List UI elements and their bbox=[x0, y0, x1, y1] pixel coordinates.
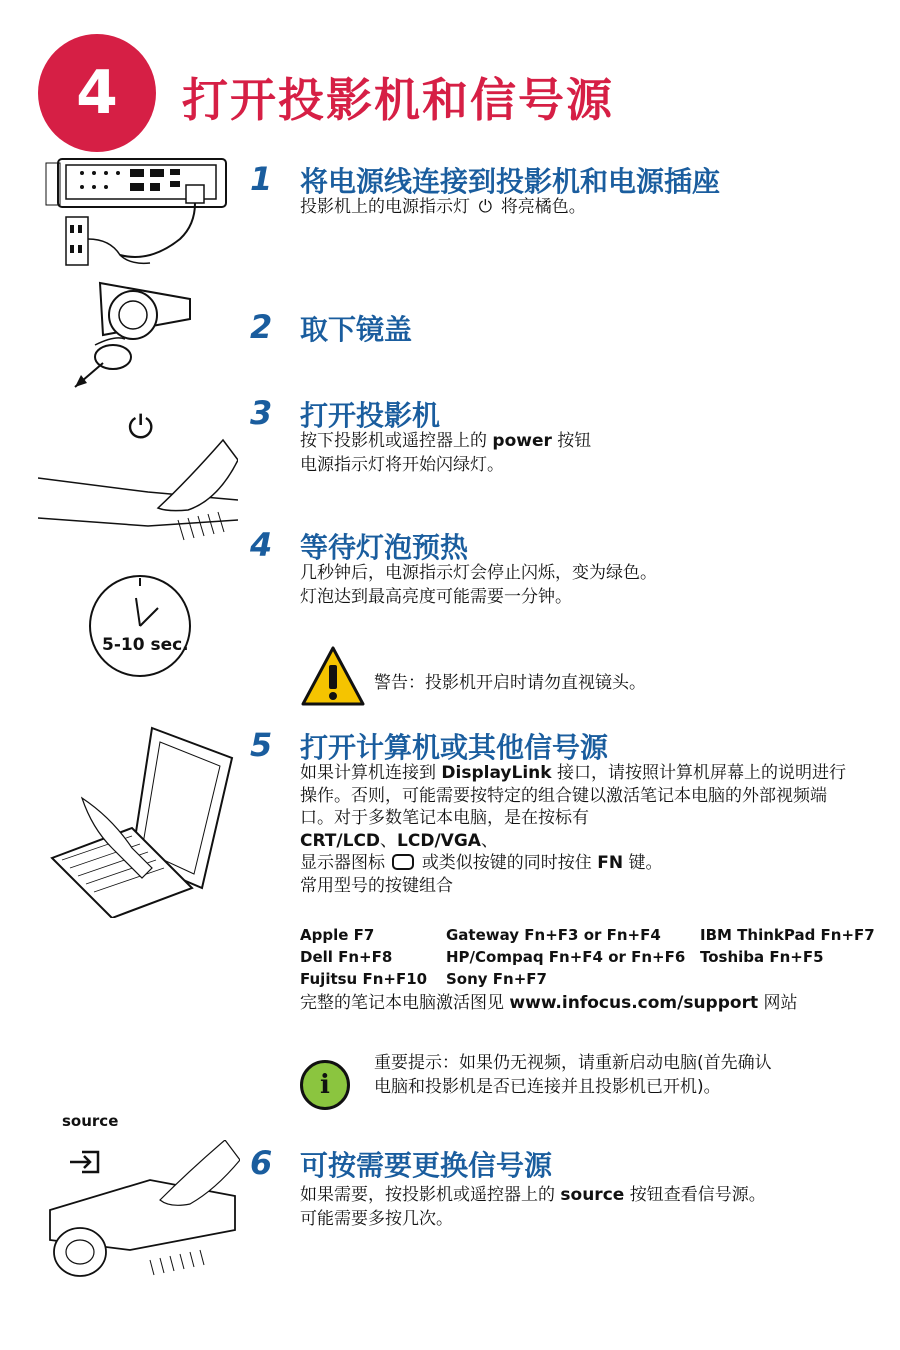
key-combo: Dell Fn+F8 bbox=[300, 948, 393, 966]
text-segment: 如果计算机连接到 bbox=[300, 763, 436, 783]
source-input-icon bbox=[70, 1152, 98, 1172]
text-segment: 按钮 bbox=[557, 431, 592, 451]
power-icon: ⏻ bbox=[478, 197, 493, 217]
step-title: 打开投影机 bbox=[300, 399, 441, 432]
page-title: 打开投影机和信号源 bbox=[182, 73, 614, 127]
section-number-badge bbox=[38, 34, 156, 152]
text-segment: 完整的笔记本电脑激活图见 bbox=[300, 993, 504, 1013]
source-label: source bbox=[62, 1112, 119, 1130]
clock-label: 5-10 sec. bbox=[102, 635, 189, 655]
step-5-footer bbox=[300, 992, 798, 1014]
displaylink-keyword: DisplayLink bbox=[441, 763, 552, 783]
fn-keyword: FN bbox=[597, 853, 624, 873]
step-6-line-1 bbox=[300, 1184, 766, 1206]
step-1-text bbox=[300, 196, 586, 218]
step-title: 等待灯泡预热 bbox=[300, 531, 469, 564]
text-segment: 接口，请按照计算机屏幕上的说明进行操作。否则，可能需要按特定的组合键以激活笔记本电脑的外部视频端口。对于多数笔记本电脑，是在按标有 bbox=[300, 763, 846, 828]
info-line-1: 重要提示：如果仍无视频，请重新启动电脑(首先确认 bbox=[374, 1053, 772, 1073]
projector-power-illustration bbox=[40, 155, 240, 275]
step-5-paragraph bbox=[300, 762, 860, 897]
step-number: 2 bbox=[250, 308, 273, 346]
info-glyph: i bbox=[320, 1070, 330, 1100]
warning-icon bbox=[300, 645, 366, 707]
step-number: 3 bbox=[250, 394, 273, 432]
power-button-illustration bbox=[38, 400, 238, 550]
step-1-text-a: 投影机上的电源指示灯 bbox=[300, 197, 470, 217]
step-4-line-1: 几秒钟后，电源指示灯会停止闪烁，变为绿色。 bbox=[300, 563, 657, 583]
key-combo: Gateway Fn+F3 or Fn+F4 bbox=[446, 926, 661, 944]
step-6-line-2: 可能需要多按几次。 bbox=[300, 1209, 453, 1229]
laptop-illustration bbox=[42, 718, 242, 918]
step-title: 将电源线连接到投影机和电源插座 bbox=[300, 165, 721, 198]
power-icon: ⏻ bbox=[128, 408, 154, 446]
key-combo-row bbox=[300, 924, 880, 946]
key-combo: Fujitsu Fn+F10 bbox=[300, 970, 428, 988]
text-segment: 、 bbox=[380, 830, 398, 851]
key-combo: HP/Compaq Fn+F4 or Fn+F6 bbox=[446, 948, 686, 966]
text-segment: 按钮查看信号源。 bbox=[629, 1185, 766, 1205]
text-segment: 如果需要，按投影机或遥控器上的 bbox=[300, 1185, 555, 1205]
text-segment: 网站 bbox=[763, 993, 798, 1013]
step-title: 取下镜盖 bbox=[300, 313, 413, 346]
key-combo-row bbox=[300, 968, 880, 990]
key-combo: IBM ThinkPad Fn+F7 bbox=[700, 926, 875, 944]
warning-text: 警告：投影机开启时请勿直视镜头。 bbox=[374, 673, 646, 693]
text-segment: 按下投影机或遥控器上的 bbox=[300, 431, 487, 451]
text-segment: 显示器图标 bbox=[300, 853, 385, 873]
text-segment: 、 bbox=[480, 830, 498, 851]
text-segment: 常用型号的按键组合 bbox=[300, 875, 453, 896]
lcd-vga-keyword: LCD/VGA bbox=[397, 830, 481, 851]
support-link[interactable]: www.infocus.com/support bbox=[509, 993, 759, 1013]
step-number: 6 bbox=[250, 1144, 273, 1182]
step-title: 可按需要更换信号源 bbox=[300, 1149, 553, 1182]
info-icon bbox=[300, 1060, 350, 1110]
clock-illustration bbox=[88, 572, 198, 682]
step-number: 5 bbox=[250, 726, 273, 764]
key-combo: Toshiba Fn+F5 bbox=[700, 948, 824, 966]
section-number: 4 bbox=[76, 58, 118, 128]
step-3-line-1 bbox=[300, 430, 591, 452]
text-segment: 键。 bbox=[628, 853, 663, 873]
info-line-2: 电脑和投影机是否已连接并且投影机已开机)。 bbox=[374, 1077, 721, 1097]
step-4-line-2: 灯泡达到最高亮度可能需要一分钟。 bbox=[300, 587, 572, 607]
step-3-line-2: 电源指示灯将开始闪绿灯。 bbox=[300, 455, 504, 475]
step-number: 4 bbox=[250, 526, 273, 564]
step-title: 打开计算机或其他信号源 bbox=[300, 731, 609, 764]
step-1-text-b: 将亮橘色。 bbox=[500, 197, 586, 217]
source-keyword: source bbox=[560, 1185, 625, 1205]
crt-lcd-keyword: CRT/LCD bbox=[300, 830, 381, 851]
power-keyword: power bbox=[492, 431, 552, 451]
key-combo: Apple F7 bbox=[300, 926, 375, 944]
step-number: 1 bbox=[250, 160, 273, 198]
source-button-illustration bbox=[40, 1140, 240, 1280]
lens-cap-illustration bbox=[55, 275, 205, 400]
text-segment: 或类似按键的同时按住 bbox=[421, 853, 592, 873]
key-combo: Sony Fn+F7 bbox=[446, 970, 547, 988]
monitor-icon bbox=[392, 854, 414, 870]
key-combo-row bbox=[300, 946, 880, 968]
